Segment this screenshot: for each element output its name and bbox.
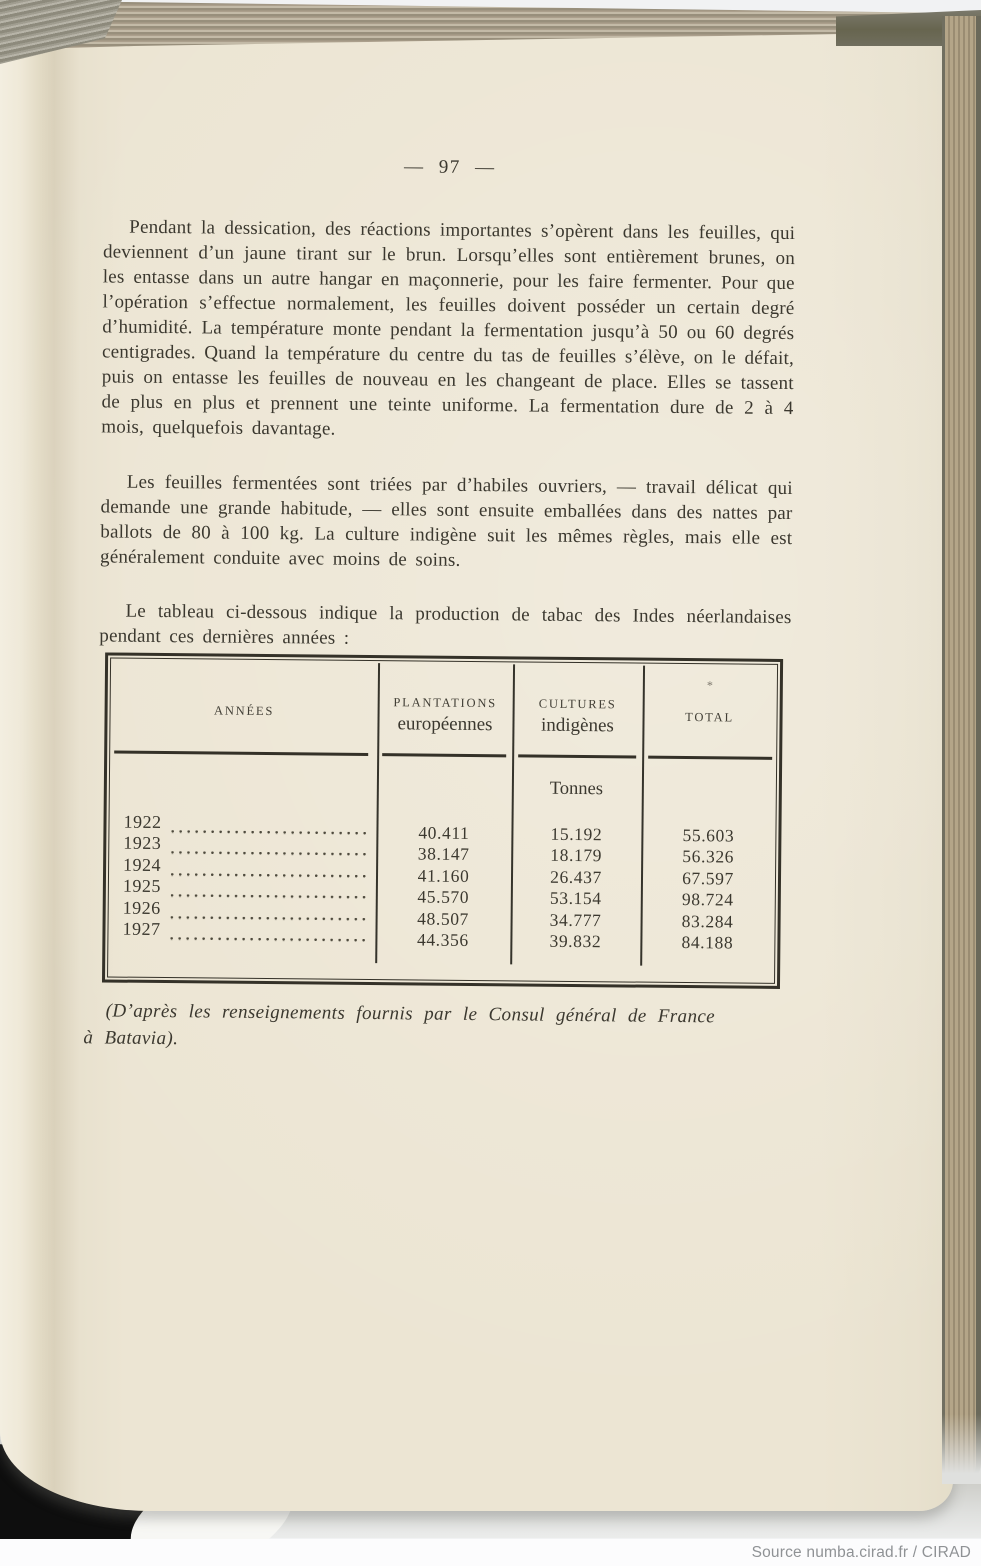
total-cell: 98.724 — [681, 889, 734, 910]
source-footnote-line1: (D’après les renseignements fournis par le Consul général de France — [105, 1000, 716, 1028]
total-asterisk-mark: * — [706, 678, 713, 693]
table-intro-paragraph: Le tableau ci-dessous indique la production de tabac des Indes néerlandaises pendant ces dernières années : — [99, 600, 792, 649]
production-table-inner-border — [107, 658, 778, 984]
printed-content — [83, 147, 796, 1334]
plantations-cell: 41.160 — [417, 865, 470, 886]
column-header-plantations: PLANTATIONS — [393, 695, 498, 711]
total-cell: 67.597 — [682, 867, 734, 889]
scan-source-bar — [0, 1539, 981, 1566]
table-rows — [108, 811, 775, 954]
total-cell: 84.188 — [681, 931, 734, 953]
column-header-total: TOTAL — [685, 710, 734, 725]
header-rule-years — [114, 751, 368, 756]
body-paragraph-1: Pendant la dessication, des réactions importantes s’opèrent dans les feuilles, qui deviennent d’un jaune tirant sur le brun. Lorsqu’elles sont entièrement brunes, on les entasse dans un autre hangar en maçonnerie, pour les faire fermenter. Pour que l’opération s’effectue normalement, les feuilles doivent posséder un certain degré d’humidité. La température monte pendant la fermentation jusqu’à 50 ou 60 degrés centigrades. Quand la température du centre du tas de feuilles s’élève, on le défait, puis on entasse les feuilles de nouveau en les changeant de place. Elles se tassent de plus en plus et prennent une teinte uniforme. La fermentation dure de 2 à 4 mois, quelquefois davantage. — [101, 216, 796, 440]
total-cell: 56.326 — [682, 846, 735, 867]
scan-source-text: Source numba.cirad.fr / CIRAD — [751, 1543, 971, 1561]
plantations-cell: 44.356 — [416, 929, 469, 950]
dotted-leader — [171, 851, 367, 856]
year-cell: 1926 — [122, 897, 161, 918]
cultures-cell: 53.154 — [549, 887, 602, 909]
header-rule-plantations — [382, 753, 506, 757]
dotted-leader — [171, 830, 367, 835]
dotted-leader — [170, 937, 366, 942]
dotted-leader — [171, 873, 367, 878]
source-footnote — [83, 997, 795, 1058]
year-cell: 1927 — [122, 918, 161, 939]
body-paragraph-2: Les feuilles fermentées sont triées par d’habiles ouvriers, — travail délicat qui demande une grande habitude, — elles sont ensuite emballées dans des nattes par ballots de 80 à 100 kg. La culture indigène suit les mêmes règles, mais elle est généralement conduite avec moins de soins. — [99, 471, 793, 571]
column-header-years: ANNÉES — [213, 703, 275, 719]
cultures-cell: 18.179 — [550, 845, 603, 866]
cultures-cell: 39.832 — [549, 930, 602, 952]
dotted-leader — [171, 916, 367, 921]
year-cell: 1924 — [123, 854, 162, 875]
header-rule-cultures — [518, 754, 636, 758]
unit-label: Tonnes — [549, 778, 604, 800]
plantations-cell: 38.147 — [417, 843, 470, 865]
book-page-sheet — [0, 28, 953, 1511]
total-cell: 55.603 — [682, 825, 735, 846]
cultures-cell: 34.777 — [549, 909, 602, 930]
year-cell: 1923 — [123, 833, 162, 854]
plantations-cell: 48.507 — [417, 908, 470, 929]
plantations-cell: 45.570 — [417, 886, 470, 908]
year-cell: 1925 — [122, 875, 162, 897]
dotted-leader — [171, 894, 367, 899]
cultures-cell: 15.192 — [550, 823, 603, 845]
column-header-cultures: CULTURES — [538, 696, 617, 712]
source-footnote-line2: à Batavia). — [83, 1027, 179, 1050]
page-number: — 97 — — [403, 156, 496, 179]
year-cell: 1922 — [123, 811, 162, 833]
production-table — [102, 652, 783, 988]
column-header-cultures-sub: indigènes — [540, 714, 614, 737]
cultures-cell: 26.437 — [550, 866, 602, 888]
total-cell: 83.284 — [681, 910, 734, 932]
column-header-plantations-sub: européennes — [397, 713, 493, 736]
book-right-page-edges — [942, 16, 981, 1482]
header-rule-total — [648, 756, 772, 760]
plantations-cell: 40.411 — [418, 822, 470, 843]
